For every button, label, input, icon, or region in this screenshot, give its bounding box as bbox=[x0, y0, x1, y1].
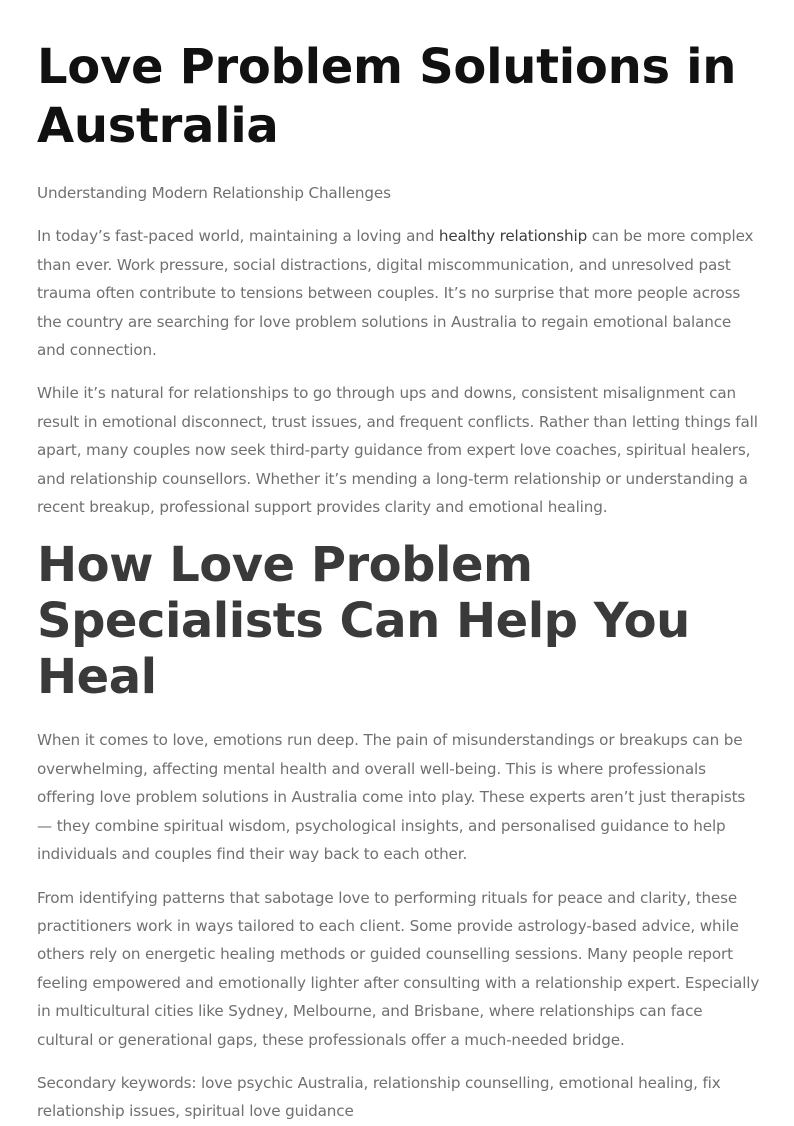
paragraph-challenges: While it’s natural for relationships to go through ups and downs, consistent misalignment can result in emotional disconnect, trust issues, and frequent conflicts. Rather than letting things fall apart, many couples now seek third-party guidance from expert love coaches, spiritual healers, and relationship counsellors. Whether it’s mending a long-term relationship or understanding a recent breakup, professional support provides clarity and emotional healing. bbox=[37, 384, 758, 517]
article bbox=[37, 38, 761, 1126]
section-heading: How Love Problem Specialists Can Help You Heal bbox=[37, 537, 690, 706]
paragraph-intro bbox=[37, 222, 761, 364]
paragraph-keywords: Secondary keywords: love psychic Australia, relationship counselling, emotional healing, fix relationship issues, spiritual love guidance bbox=[37, 1073, 721, 1121]
healthy-relationship-link[interactable]: healthy relationship bbox=[438, 227, 588, 246]
paragraph-intro-after: can be more complex than ever. Work pressure, social distractions, digital miscommunication, and unresolved past trauma often contribute to tensions between couples. It’s no surprise that more people across the country are searching for love problem solutions in Australia to regain emotional balance and connection. bbox=[37, 227, 754, 360]
page-title: Love Problem Solutions in Australia bbox=[37, 39, 737, 154]
paragraph-emotions: When it comes to love, emotions run deep. The pain of misunderstandings or breakups can be overwhelming, affecting mental health and overall well-being. This is where professionals offering love problem solutions in Australia come into play. These experts aren’t just therapists — they combine spiritual wisdom, psychological insights, and personalised guidance to help individuals and couples find their way back to each other. bbox=[37, 731, 746, 864]
paragraph-practitioners: From identifying patterns that sabotage love to performing rituals for peace and clarity, these practitioners work in ways tailored to each client. Some provide astrology-based advice, while others rely on energetic healing methods or guided counselling sessions. Many people report feeling empowered and emotionally lighter after consulting with a relationship expert. Especially in multicultural cities like Sydney, Melbourne, and Brisbane, where relationships can face cultural or generational gaps, these professionals offer a much-needed bridge. bbox=[37, 888, 760, 1049]
article-subtitle: Understanding Modern Relationship Challenges bbox=[37, 184, 391, 202]
paragraph-intro-before: In today’s fast-paced world, maintaining a loving and bbox=[37, 227, 439, 246]
section-heading-wrap bbox=[37, 537, 761, 705]
